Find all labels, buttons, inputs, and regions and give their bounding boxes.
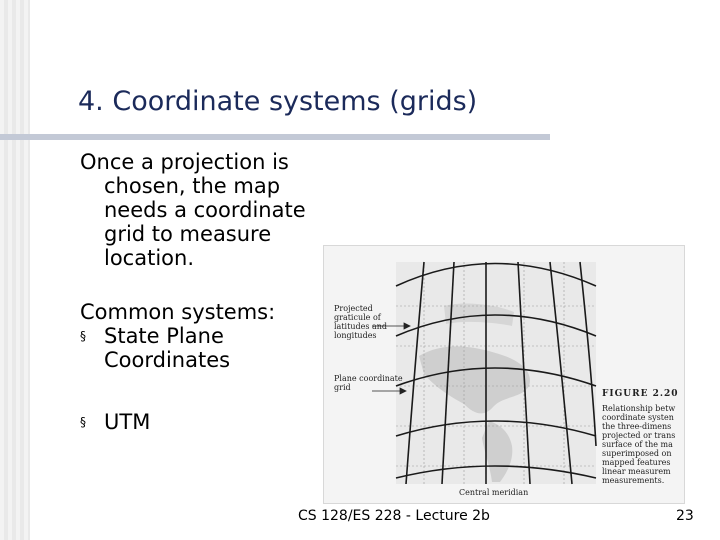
- graticule-label: [334, 304, 387, 340]
- figure-caption: [602, 404, 675, 485]
- graticule-label-line: Projected: [334, 304, 373, 313]
- bullet-item-state-plane: [80, 324, 350, 372]
- graticule-label-line: latitudes and: [334, 322, 388, 331]
- slide-title: 4. Coordinate systems (grids): [78, 86, 478, 117]
- graticule-label-line: graticule of: [334, 313, 381, 322]
- intro-line: needs a coordinate: [104, 198, 306, 222]
- page-number: 23: [676, 508, 694, 524]
- plane-grid-label-line: Plane coordinate: [334, 374, 403, 383]
- intro-line: Once a projection is: [80, 150, 289, 174]
- bullet-item-utm: [80, 410, 350, 434]
- caption-line: superimposed on: [602, 449, 672, 458]
- intro-line: location.: [104, 246, 194, 270]
- intro-line: grid to measure: [104, 222, 272, 246]
- common-systems-heading: Common systems:: [80, 300, 276, 324]
- caption-line: Relationship betw: [602, 404, 676, 413]
- caption-line: coordinate systen: [602, 413, 674, 422]
- bullet-icon: §: [80, 329, 86, 343]
- caption-line: projected or trans: [602, 431, 676, 440]
- caption-line: linear measurem: [602, 467, 671, 476]
- caption-line: surface of the ma: [602, 440, 673, 449]
- title-underline: [0, 134, 550, 140]
- projection-figure: [323, 245, 685, 504]
- bullet-label-continued: Coordinates: [104, 348, 231, 372]
- bullet-icon: §: [80, 415, 86, 429]
- caption-line: measurements.: [602, 476, 665, 485]
- footer-course-label: CS 128/ES 228 - Lecture 2b: [298, 508, 490, 524]
- figure-number: FIGURE 2.20: [602, 389, 679, 399]
- bullet-label: State Plane: [104, 324, 224, 348]
- graticule-label-line: longitudes: [334, 331, 377, 340]
- central-meridian-label: Central meridian: [459, 488, 529, 497]
- intro-paragraph: [80, 150, 350, 270]
- plane-grid-label-line: grid: [334, 383, 351, 392]
- slide-body: [80, 150, 350, 434]
- caption-line: the three-dimens: [602, 422, 672, 431]
- bullet-label: UTM: [104, 410, 151, 434]
- caption-line: mapped features: [602, 458, 671, 467]
- plane-grid-label: [334, 374, 403, 392]
- intro-line: chosen, the map: [104, 174, 281, 198]
